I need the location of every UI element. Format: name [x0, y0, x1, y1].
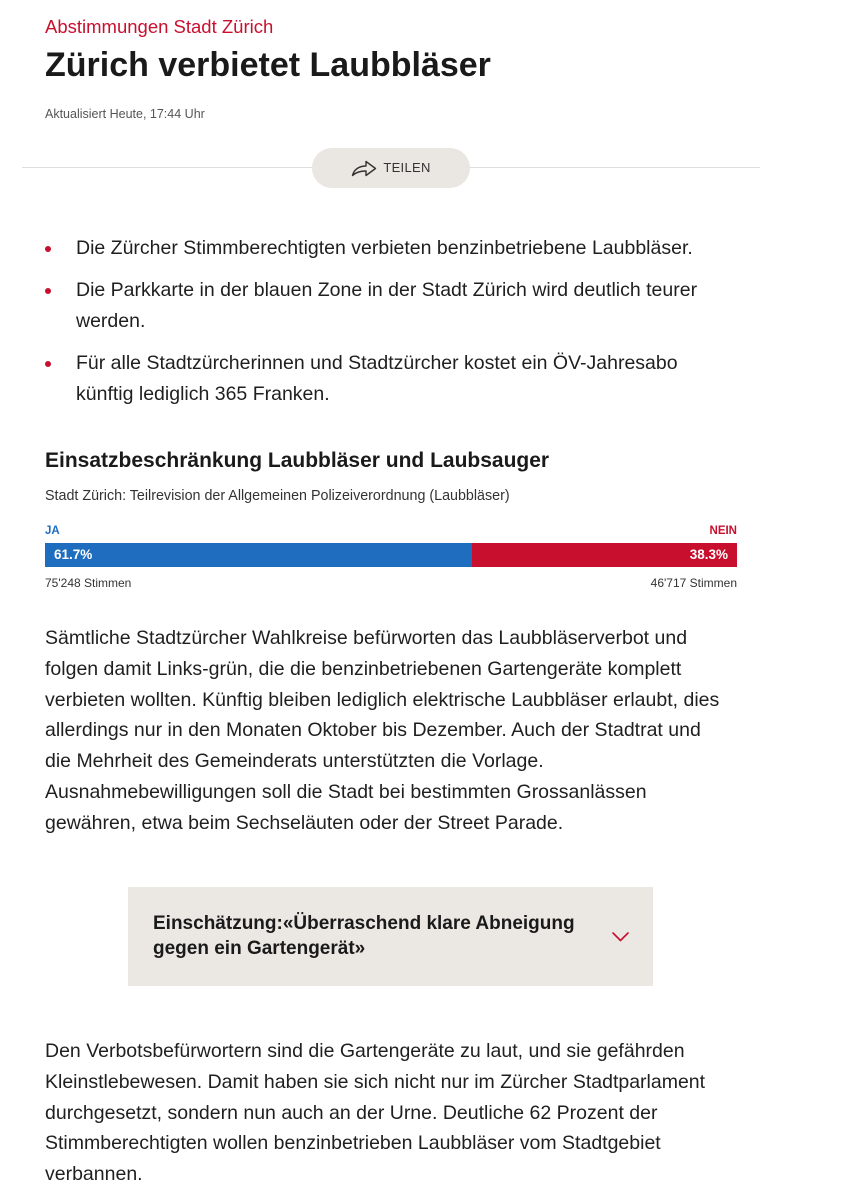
summary-item-text: Für alle Stadtzürcherinnen und Stadtzürcher kostet ein ÖV-Jahresabo künftig lediglich 365 Franken. — [76, 352, 678, 405]
vote-percent-yes: 61.7% — [54, 547, 93, 562]
kicker-link[interactable]: Abstimmungen Stadt Zürich — [45, 16, 274, 37]
share-button-label: TEILEN — [383, 160, 431, 175]
summary-item — [76, 348, 716, 410]
vote-count-yes: 75'248 Stimmen — [45, 576, 132, 590]
summary-item — [76, 275, 716, 337]
vote-count-no: 46'717 Stimmen — [650, 576, 737, 590]
bullet-dot — [45, 288, 51, 294]
share-icon — [351, 159, 377, 177]
summary-item-text: Die Zürcher Stimmberechtigten verbieten benzinbetriebene Laubbläser. — [76, 237, 693, 259]
vote-bar-yes — [45, 543, 472, 567]
vote-title: Einsatzbeschränkung Laubbläser und Laubsauger — [45, 449, 550, 472]
body-paragraph: Den Verbotsbefürwortern sind die Gartengeräte zu laut, und sie gefährden Kleinstlebewesen. Damit haben sie sich nicht nur im Zürcher Stadtparlament durchgesetzt, sondern nun auch an der Urne. Deutliche 62 Prozent der Stimmberechtigten wollen benzinbetrieben Laubbläser vom Stadtgebiet verbannen. — [45, 1040, 706, 1186]
summary-item — [76, 233, 716, 264]
vote-subtitle: Stadt Zürich: Teilrevision der Allgemeinen Polizeiverordnung (Laubbläser) — [45, 488, 510, 504]
body-paragraph: Sämtliche Stadtzürcher Wahlkreise befürworten das Laubbläserverbot und folgen damit Links-grün, die die benzinbetriebenen Gartengeräte komplett verbieten wollten. Künftig bleiben lediglich elektrische Laubbläser erlaubt, dies allerdings nur in den Monaten Oktober bis Dezember. Auch der Stadtrat und die Mehrheit des Gemeinderats unterstützten die Vorlage. Ausnahmebewilligungen soll die Stadt bei bestimmten Grossanlässen gewähren, etwa beim Sechseläuten oder der Street Parade. — [45, 627, 720, 834]
expander-label: Einschätzung:«Überraschend klare Abneigung gegen ein Gartengerät» — [153, 913, 575, 959]
vote-percent-no: 38.3% — [689, 547, 728, 562]
bullet-dot — [45, 361, 51, 367]
chevron-down-icon[interactable] — [612, 932, 629, 942]
updated-timestamp: Aktualisiert Heute, 17:44 Uhr — [45, 107, 205, 121]
vote-bar-no — [472, 543, 737, 567]
vote-bar — [45, 543, 737, 567]
vote-label-no: NEIN — [709, 525, 737, 537]
summary-list — [76, 233, 716, 421]
share-button[interactable] — [312, 148, 470, 188]
vote-label-yes: JA — [45, 525, 60, 537]
summary-item-text: Die Parkkarte in der blauen Zone in der Stadt Zürich wird deutlich teurer werden. — [76, 279, 698, 332]
vote-result — [45, 448, 737, 593]
bullet-dot — [45, 246, 51, 252]
page-title: Zürich verbietet Laubbläser — [45, 46, 491, 84]
assessment-expander[interactable] — [128, 887, 653, 986]
